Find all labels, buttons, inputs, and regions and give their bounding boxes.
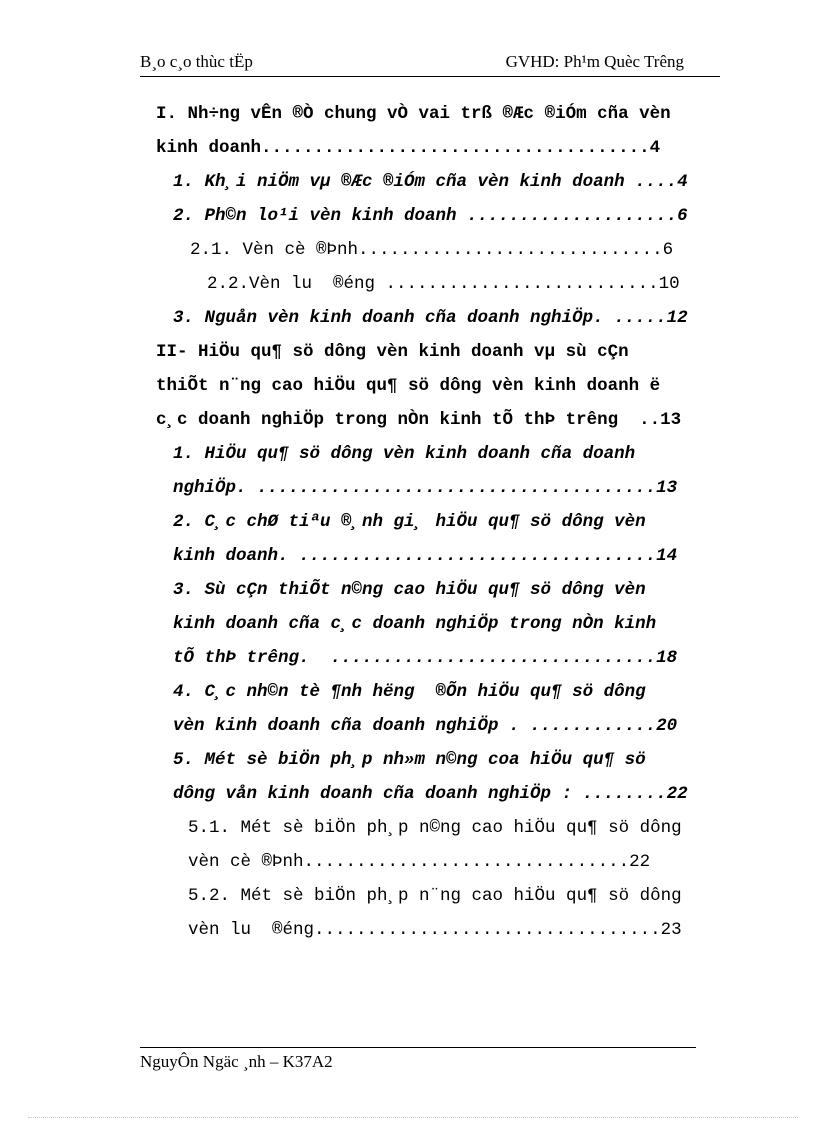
toc-item-2-5: 5. Mét sè biÖn ph¸p nh»m n©ng coa hiÖu qu¶ sö (173, 750, 646, 770)
footer-author: NguyÔn Ngäc ¸nh – K37A2 (140, 1052, 333, 1071)
toc-section-1-cont: kinh doanh.....................................4 (156, 138, 661, 158)
toc-item-2-3-cont: tÕ thÞ trêng. ...............................18 (173, 648, 678, 668)
footer-divider (140, 1047, 696, 1048)
toc-subitem-5-2: 5.2. Mét sè biÖn ph¸p n¨ng cao hiÖu qu¶ sö dông (188, 886, 682, 906)
toc-item-1-1: 1. Kh¸i niÖm vµ ®Æc ®iÓm cña vèn kinh doanh ....4 (173, 172, 688, 192)
toc-section-1: I. Nh÷ng vÊn ®Ò chung vÒ vai trß ®Æc ®iÓm cña vèn (156, 104, 671, 124)
toc-item-2-4-cont: vèn kinh doanh cña doanh nghiÖp . ............20 (173, 716, 678, 736)
page-header (140, 52, 720, 77)
header-title: B¸o c¸o thùc tËp (140, 52, 253, 71)
toc-section-2: II- HiÖu qu¶ sö dông vèn kinh doanh vµ sù cÇn (156, 342, 629, 362)
toc-item-2-3-cont: kinh doanh cña c¸c doanh nghiÖp trong nÒn kinh (173, 614, 657, 634)
toc-item-2-2: 2. C¸c chØ tiªu ®¸nh gi¸ hiÖu qu¶ sö dông vèn (173, 512, 646, 532)
toc-item-1-2: 2. Ph©n lo¹i vèn kinh doanh ....................6 (173, 206, 688, 226)
toc-section-2-cont: c¸c doanh nghiÖp trong nÒn kinh tÕ thÞ trêng ..13 (156, 410, 682, 430)
toc-item-2-3: 3. Sù cÇn thiÕt n©ng cao hiÖu qu¶ sö dông vèn (173, 580, 646, 600)
toc-item-2-1-cont: nghiÖp. ......................................13 (173, 478, 678, 498)
toc-item-2-4: 4. C¸c nh©n tè ¶nh hëng ®Õn hiÖu qu¶ sö dông (173, 682, 646, 702)
toc-item-2-1: 1. HiÖu qu¶ sö dông vèn kinh doanh cña doanh (173, 444, 636, 464)
header-supervisor: GVHD: Ph¹m Quèc Trêng (505, 52, 684, 71)
toc-subitem-5-1: 5.1. Mét sè biÖn ph¸p n©ng cao hiÖu qu¶ sö dông (188, 818, 682, 838)
toc-item-2-2-cont: kinh doanh. ..................................14 (173, 546, 678, 566)
toc-subitem-2-1: 2.1. Vèn cè ®Þnh.............................6 (190, 240, 674, 260)
toc-item-2-5-cont: dông vån kinh doanh cña doanh nghiÖp : ........22 (173, 784, 688, 804)
toc-subitem-5-1-cont: vèn cè ®Þnh...............................22 (188, 852, 651, 872)
table-of-contents (0, 98, 816, 958)
toc-subitem-2-2: 2.2.Vèn lu ®éng ..........................10 (207, 274, 680, 294)
page-edge (28, 1117, 798, 1118)
toc-subitem-5-2-cont: vèn lu ®éng.................................23 (188, 920, 682, 940)
toc-section-2-cont: thiÕt n¨ng cao hiÖu qu¶ sö dông vèn kinh doanh ë (156, 376, 661, 396)
toc-item-1-3: 3. Nguån vèn kinh doanh cña doanh nghiÖp. .....12 (173, 308, 688, 328)
